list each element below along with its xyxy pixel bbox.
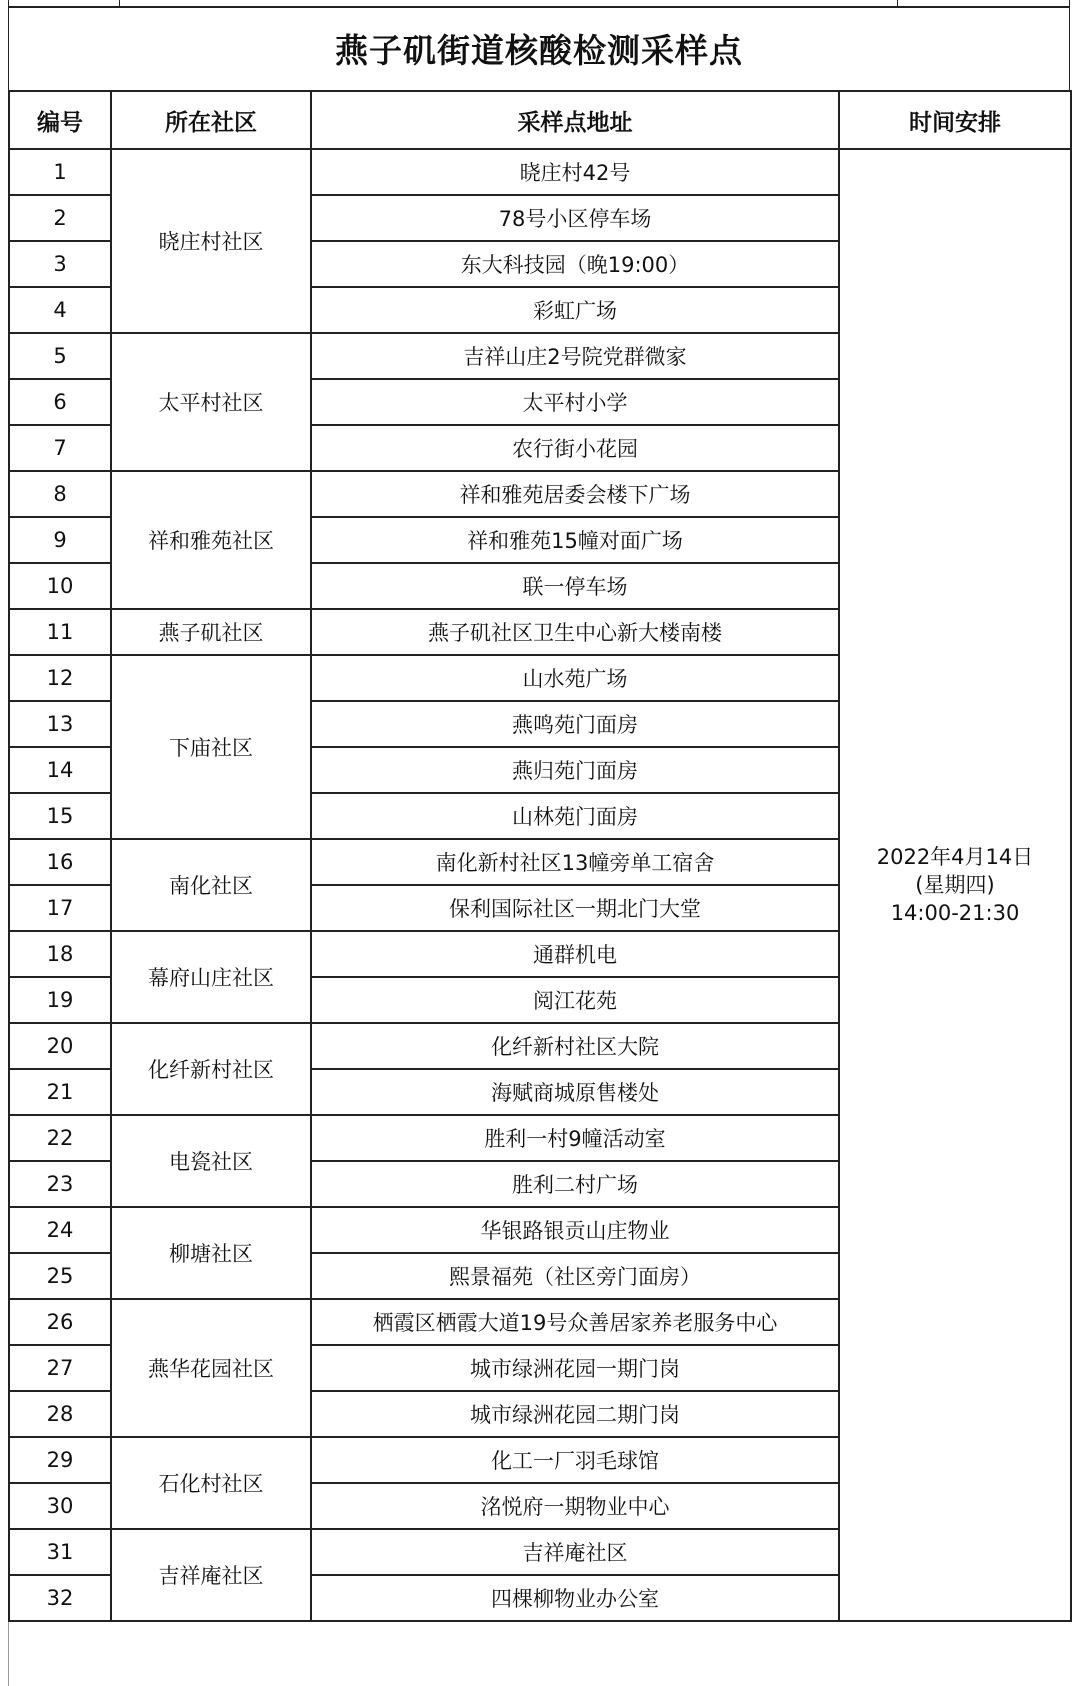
site-address: 胜利一村9幢活动室 <box>311 1115 839 1161</box>
site-address: 城市绿洲花园二期门岗 <box>311 1391 839 1437</box>
site-number: 30 <box>9 1483 111 1529</box>
site-number: 16 <box>9 839 111 885</box>
site-number: 5 <box>9 333 111 379</box>
site-number: 13 <box>9 701 111 747</box>
sampling-sites-table <box>8 90 1072 1622</box>
site-address: 化工一厂羽毛球馆 <box>311 1437 839 1483</box>
community-name: 太平村社区 <box>111 333 311 471</box>
site-number: 9 <box>9 517 111 563</box>
site-address: 祥和雅苑15幢对面广场 <box>311 517 839 563</box>
site-number: 12 <box>9 655 111 701</box>
site-number: 28 <box>9 1391 111 1437</box>
community-name: 电瓷社区 <box>111 1115 311 1207</box>
community-name: 石化村社区 <box>111 1437 311 1529</box>
site-address: 四棵柳物业办公室 <box>311 1575 839 1621</box>
community-name: 燕华花园社区 <box>111 1299 311 1437</box>
site-address: 阅江花苑 <box>311 977 839 1023</box>
site-address: 燕归苑门面房 <box>311 747 839 793</box>
community-name: 祥和雅苑社区 <box>111 471 311 609</box>
site-address: 吉祥山庄2号院党群微家 <box>311 333 839 379</box>
community-name: 化纤新村社区 <box>111 1023 311 1115</box>
site-address: 保利国际社区一期北门大堂 <box>311 885 839 931</box>
site-address: 祥和雅苑居委会楼下广场 <box>311 471 839 517</box>
table-body <box>9 149 1071 1621</box>
site-address: 彩虹广场 <box>311 287 839 333</box>
site-number: 32 <box>9 1575 111 1621</box>
site-address: 南化新村社区13幢旁单工宿舍 <box>311 839 839 885</box>
community-name: 柳塘社区 <box>111 1207 311 1299</box>
site-address: 胜利二村广场 <box>311 1161 839 1207</box>
site-number: 11 <box>9 609 111 655</box>
site-number: 1 <box>9 149 111 195</box>
site-address: 农行街小花园 <box>311 425 839 471</box>
site-number: 4 <box>9 287 111 333</box>
site-address: 栖霞区栖霞大道19号众善居家养老服务中心 <box>311 1299 839 1345</box>
site-number: 29 <box>9 1437 111 1483</box>
site-number: 22 <box>9 1115 111 1161</box>
site-number: 15 <box>9 793 111 839</box>
site-number: 27 <box>9 1345 111 1391</box>
community-name: 南化社区 <box>111 839 311 931</box>
site-number: 20 <box>9 1023 111 1069</box>
community-name: 幕府山庄社区 <box>111 931 311 1023</box>
site-number: 14 <box>9 747 111 793</box>
site-address: 吉祥庵社区 <box>311 1529 839 1575</box>
site-address: 晓庄村42号 <box>311 149 839 195</box>
site-number: 26 <box>9 1299 111 1345</box>
site-address: 联一停车场 <box>311 563 839 609</box>
site-number: 24 <box>9 1207 111 1253</box>
community-name: 晓庄村社区 <box>111 149 311 333</box>
header-community: 所在社区 <box>111 91 311 149</box>
schedule-time: 14:00-21:30 <box>890 901 1020 925</box>
site-number: 23 <box>9 1161 111 1207</box>
site-number: 18 <box>9 931 111 977</box>
site-number: 2 <box>9 195 111 241</box>
site-address: 华银路银贡山庄物业 <box>311 1207 839 1253</box>
community-name: 燕子矶社区 <box>111 609 311 655</box>
site-number: 8 <box>9 471 111 517</box>
site-address: 熙景福苑（社区旁门面房） <box>311 1253 839 1299</box>
page-title: 燕子矶街道核酸检测采样点 <box>335 30 743 70</box>
site-number: 31 <box>9 1529 111 1575</box>
header-address: 采样点地址 <box>311 91 839 149</box>
site-number: 21 <box>9 1069 111 1115</box>
site-address: 78号小区停车场 <box>311 195 839 241</box>
site-number: 7 <box>9 425 111 471</box>
site-address: 太平村小学 <box>311 379 839 425</box>
header-number: 编号 <box>9 91 111 149</box>
site-number: 25 <box>9 1253 111 1299</box>
table-row <box>9 149 1071 195</box>
site-number: 19 <box>9 977 111 1023</box>
title-cell <box>8 6 1070 90</box>
site-address: 洺悦府一期物业中心 <box>311 1483 839 1529</box>
header-schedule: 时间安排 <box>839 91 1071 149</box>
site-number: 10 <box>9 563 111 609</box>
site-address: 东大科技园（晚19:00） <box>311 241 839 287</box>
site-number: 6 <box>9 379 111 425</box>
site-address: 城市绿洲花园一期门岗 <box>311 1345 839 1391</box>
community-name: 下庙社区 <box>111 655 311 839</box>
site-address: 化纤新村社区大院 <box>311 1023 839 1069</box>
site-address: 燕鸣苑门面房 <box>311 701 839 747</box>
community-name: 吉祥庵社区 <box>111 1529 311 1621</box>
site-address: 山水苑广场 <box>311 655 839 701</box>
site-address: 通群机电 <box>311 931 839 977</box>
site-address: 山林苑门面房 <box>311 793 839 839</box>
header-row <box>9 91 1071 149</box>
schedule-date: 2022年4月14日 <box>876 845 1034 869</box>
site-number: 17 <box>9 885 111 931</box>
site-number: 3 <box>9 241 111 287</box>
schedule-cell <box>839 149 1071 1621</box>
schedule-weekday: (星期四) <box>915 873 995 897</box>
site-address: 海赋商城原售楼处 <box>311 1069 839 1115</box>
site-address: 燕子矶社区卫生中心新大楼南楼 <box>311 609 839 655</box>
